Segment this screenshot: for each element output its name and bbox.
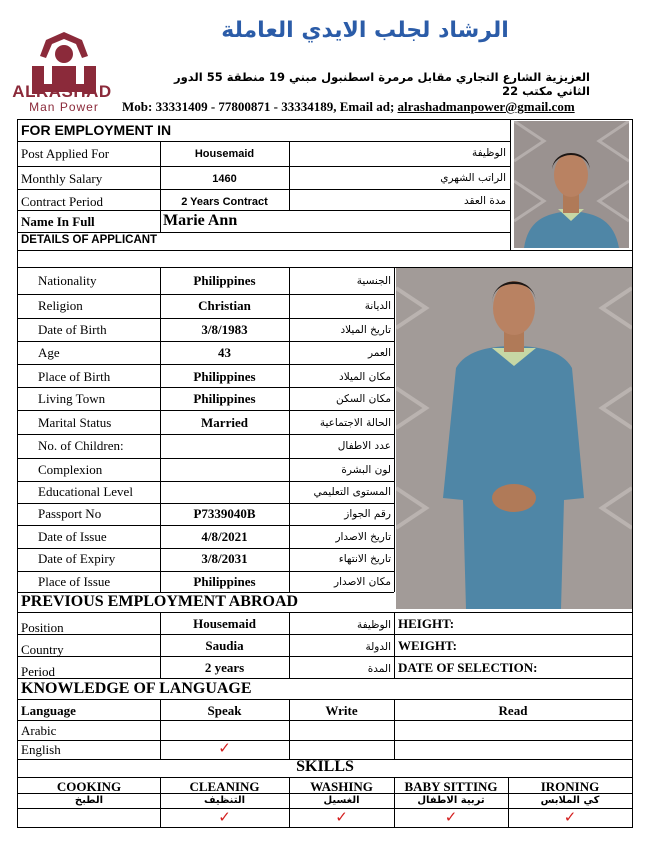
detail-label-arabic: مكان الميلاد: [339, 371, 391, 383]
grid-line-h: [17, 699, 632, 700]
detail-label-arabic: المستوى التعليمي: [313, 486, 391, 498]
skill-name: BABY SITTING: [404, 779, 498, 794]
grid-line-v: [289, 267, 290, 592]
skill-name-arabic: الطبخ: [74, 795, 104, 806]
detail-label: Complexion: [38, 462, 103, 477]
detail-label: Date of Birth: [38, 322, 107, 337]
name-value: Marie Ann: [163, 212, 238, 229]
skill-name-arabic: الغسيل: [323, 795, 360, 806]
detail-label: Date of Expiry: [38, 551, 116, 566]
language-name: English: [21, 742, 61, 757]
language-check-speak[interactable]: ✓: [218, 741, 231, 757]
grid-line-h: [17, 267, 394, 268]
detail-value: Philippines: [193, 273, 256, 288]
grid-line-h: [17, 548, 394, 549]
grid-line-h: [17, 612, 632, 613]
field-label: Post Applied For: [21, 146, 110, 161]
previous-value: 2 years: [204, 660, 245, 675]
grid-line-h: [17, 827, 633, 828]
detail-value: 3/8/2031: [201, 551, 248, 566]
language-header: Write: [325, 703, 358, 718]
detail-value: Philippines: [193, 391, 256, 406]
grid-line-h: [17, 141, 510, 142]
grid-line-v: [510, 119, 511, 250]
grid-line-h: [17, 250, 633, 251]
employment-heading: FOR EMPLOYMENT IN: [21, 122, 172, 138]
detail-value: 4/8/2021: [201, 529, 248, 544]
field-label-arabic: الراتب الشهري: [440, 172, 506, 184]
grid-line-h: [17, 434, 394, 435]
detail-label: Marital Status: [38, 415, 112, 430]
grid-line-h: [17, 503, 394, 504]
grid-line-h: [17, 525, 394, 526]
grid-line-h: [17, 166, 510, 167]
field-value: Housemaid: [194, 148, 255, 160]
detail-label-arabic: مكان الاصدار: [334, 576, 391, 588]
grid-line-h: [17, 678, 632, 679]
previous-label: Position: [21, 620, 64, 635]
grid-line-h: [17, 318, 394, 319]
grid-line-v: [160, 210, 161, 232]
contact-numbers: Mob: 33331409 - 77800871 - 33334189, Email ad;: [122, 99, 398, 114]
detail-label: Place of Birth: [38, 369, 111, 384]
grid-line-v: [394, 267, 395, 592]
name-label: Name In Full: [21, 214, 95, 229]
grid-line-h: [17, 410, 394, 411]
language-name: Arabic: [21, 723, 57, 738]
field-label-arabic: الوظيفة: [471, 147, 506, 159]
detail-value: Philippines: [193, 369, 256, 384]
logo-name: ALRASHAD: [12, 82, 112, 101]
grid-line-h: [17, 119, 633, 120]
grid-line-h: [17, 720, 632, 721]
detail-label: Passport No: [38, 506, 102, 521]
field-value: 2 Years Contract: [181, 196, 268, 208]
previous-label-arabic: الدولة: [365, 641, 391, 653]
field-label: Contract Period: [21, 194, 103, 209]
detail-label: Date of Issue: [38, 529, 107, 544]
previous-label: Country: [21, 642, 64, 657]
detail-label-arabic: العمر: [367, 347, 391, 359]
language-header: Read: [498, 703, 528, 718]
grid-line-h: [17, 571, 394, 572]
skill-name: IRONING: [540, 779, 600, 794]
grid-line-h: [17, 458, 394, 459]
language-header: Language: [21, 703, 76, 718]
detail-label: No. of Children:: [38, 438, 124, 453]
details-heading: DETAILS OF APPLICANT: [21, 234, 158, 246]
detail-label: Educational Level: [38, 484, 133, 499]
grid-line-v: [289, 141, 290, 210]
skill-check[interactable]: ✓: [218, 810, 231, 826]
detail-value: 43: [218, 345, 231, 360]
detail-label-arabic: مكان السكن: [336, 393, 391, 405]
grid-line-h: [17, 341, 394, 342]
previous-label: Period: [21, 664, 55, 679]
detail-value: 3/8/1983: [201, 322, 248, 337]
detail-label-arabic: تاريخ الميلاد: [340, 324, 391, 336]
grid-line-v: [289, 612, 290, 678]
skill-check[interactable]: ✓: [563, 810, 577, 826]
applicant-headshot-photo: [514, 121, 629, 248]
language-heading: KNOWLEDGE OF LANGUAGE: [21, 680, 252, 697]
field-label-arabic: مدة العقد: [464, 195, 506, 207]
language-header: Speak: [207, 703, 242, 718]
logo-subtitle: Man Power: [29, 100, 99, 114]
company-title-arabic: الرشاد لجلب الايدي العاملة: [221, 18, 509, 43]
contact-line: [122, 99, 642, 115]
side-field-label: HEIGHT:: [398, 616, 455, 631]
detail-label-arabic: عدد الاطفال: [337, 440, 391, 452]
skill-name: CLEANING: [189, 779, 260, 794]
side-field-label: DATE OF SELECTION:: [398, 660, 538, 675]
skill-name-arabic: تربية الاطفال: [417, 795, 485, 806]
detail-value: Married: [201, 415, 248, 430]
detail-label-arabic: تاريخ الاصدار: [335, 531, 391, 543]
detail-label-arabic: الجنسية: [356, 275, 391, 287]
skill-name: COOKING: [56, 779, 122, 794]
skills-heading: SKILLS: [296, 758, 354, 775]
grid-line-h: [17, 777, 632, 778]
detail-label: Living Town: [38, 391, 106, 406]
grid-line-h: [17, 232, 510, 233]
previous-employment-heading: PREVIOUS EMPLOYMENT ABROAD: [21, 593, 299, 610]
grid-line-h: [17, 189, 510, 190]
grid-line-v: [632, 119, 633, 827]
grid-line-h: [17, 634, 632, 635]
previous-value: Saudia: [205, 638, 244, 653]
grid-line-h: [17, 210, 510, 211]
grid-line-h: [17, 364, 394, 365]
detail-label: Place of Issue: [38, 574, 111, 589]
detail-value: Philippines: [193, 574, 256, 589]
skill-check[interactable]: ✓: [444, 810, 458, 826]
previous-label-arabic: الوظيفة: [356, 619, 391, 631]
detail-label: Nationality: [38, 273, 97, 288]
skill-check[interactable]: ✓: [335, 810, 348, 826]
detail-value: P7339040B: [193, 506, 256, 521]
email-link[interactable]: alrashadmanpower@gmail.com: [397, 99, 575, 114]
grid-line-h: [17, 387, 394, 388]
grid-line-h: [17, 294, 394, 295]
skill-name-arabic: كي الملابس: [540, 795, 600, 806]
applicant-full-photo: [396, 268, 632, 609]
grid-line-h: [17, 740, 632, 741]
skill-name: WASHING: [310, 779, 373, 794]
detail-label-arabic: الديانة: [364, 300, 391, 312]
detail-label: Religion: [38, 298, 83, 313]
grid-line-h: [17, 656, 632, 657]
grid-line-v: [394, 612, 395, 678]
detail-value: Christian: [198, 298, 251, 313]
field-label: Monthly Salary: [21, 171, 103, 186]
grid-line-h: [17, 481, 394, 482]
field-value: 1460: [212, 173, 237, 185]
side-field-label: WEIGHT:: [398, 638, 457, 653]
detail-label-arabic: الحالة الاجتماعية: [319, 417, 391, 429]
detail-label-arabic: رقم الجواز: [344, 508, 391, 520]
detail-label: Age: [38, 345, 60, 360]
address-arabic: العزيزية الشارع التجاري مقابل مرمرة اسطنبول مبني 19 منطقة 55 الدور الثاني مكتب 22: [174, 70, 590, 98]
detail-label-arabic: تاريخ الانتهاء: [338, 553, 391, 565]
detail-label-arabic: لون البشرة: [341, 464, 391, 476]
skill-name-arabic: التنظيف: [203, 795, 246, 806]
previous-value: Housemaid: [193, 616, 256, 631]
previous-label-arabic: المدة: [367, 663, 391, 675]
